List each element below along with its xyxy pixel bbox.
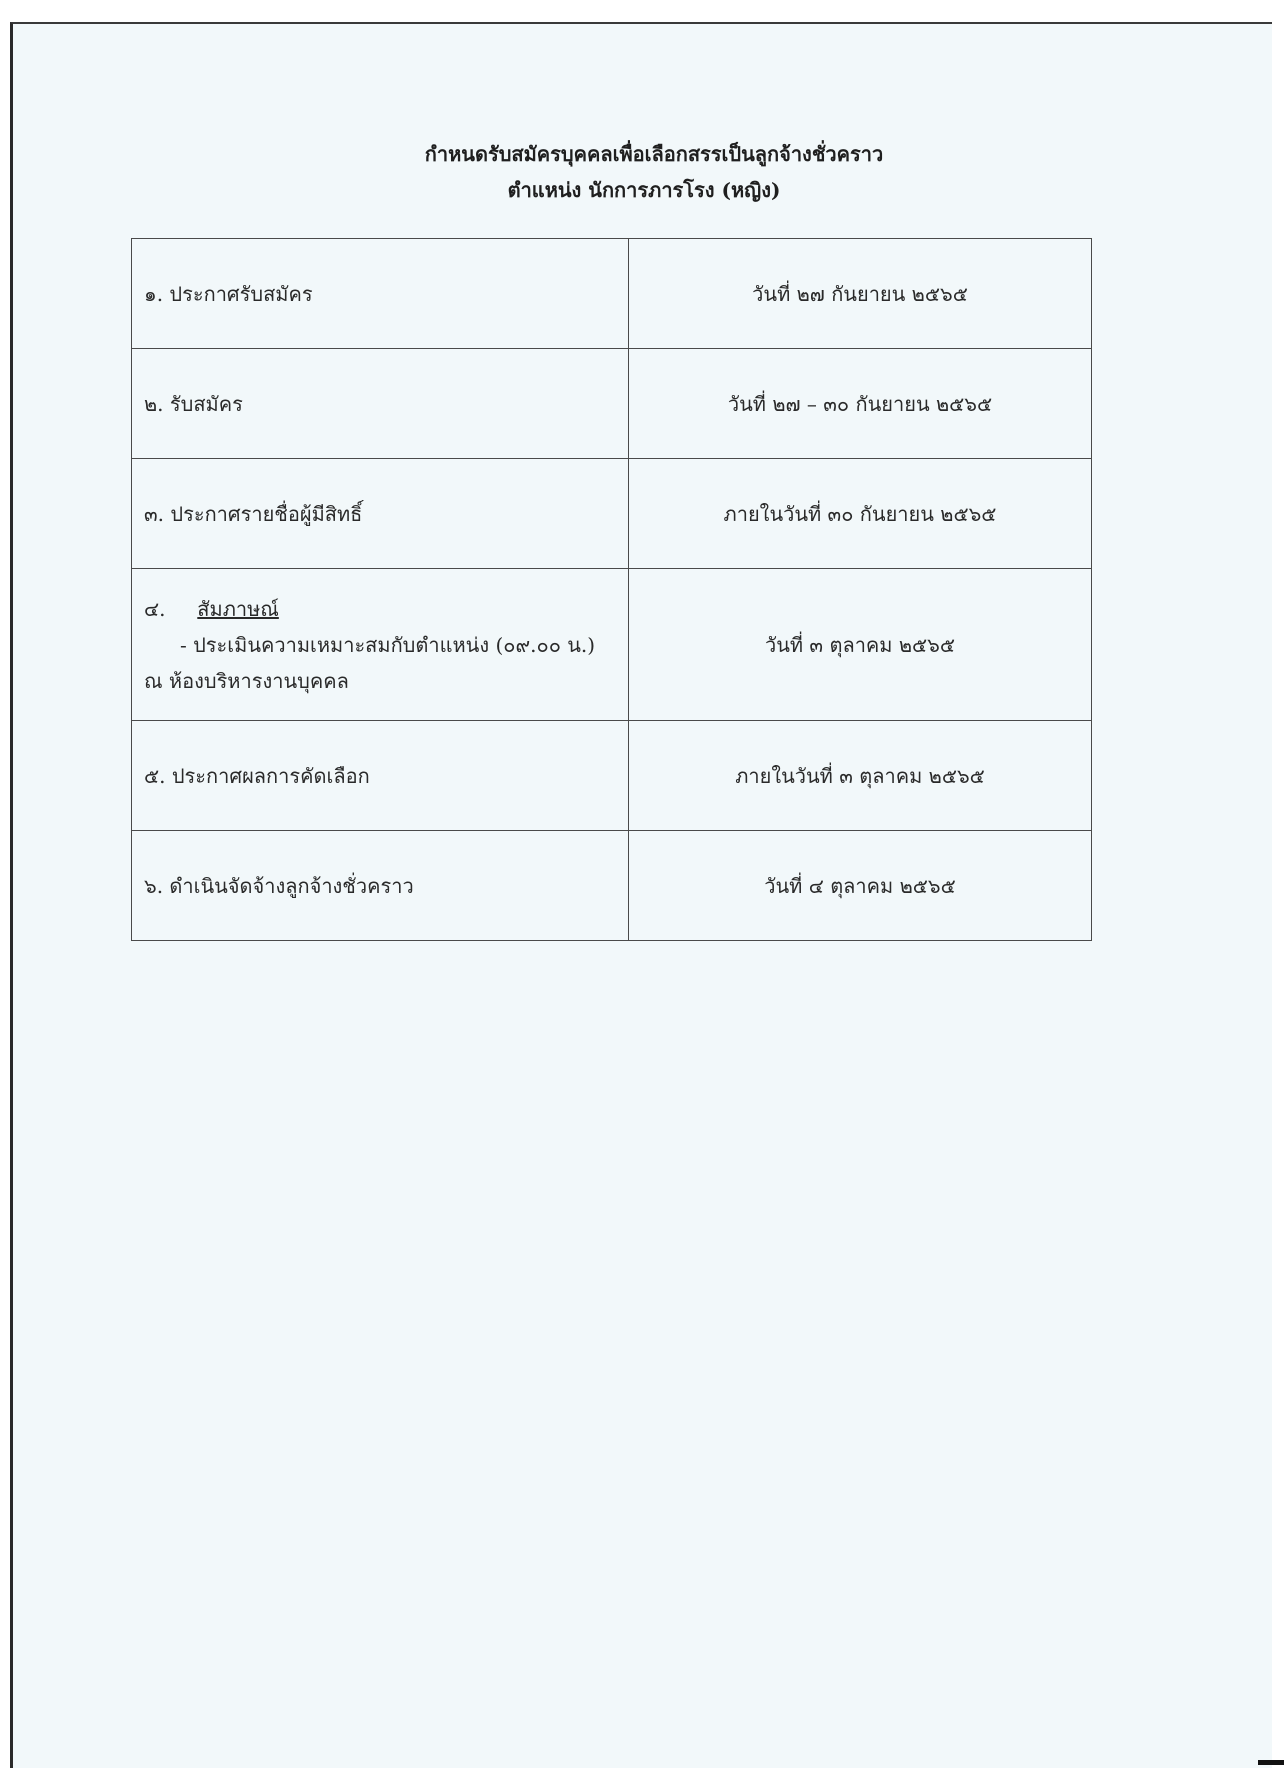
- title-line-1: กำหนดรับสมัครบุคคลเพื่อเลือกสรรเป็นลูกจ้างชั่วคราว: [424, 142, 884, 166]
- document-page: [10, 22, 1272, 1768]
- schedule-table: [131, 238, 1092, 941]
- date-cell: วันที่ ๔ ตุลาคม ๒๕๖๕: [629, 831, 1092, 941]
- page-margin: [1272, 22, 1284, 1768]
- date-cell: ภายในวันที่ ๓ ตุลาคม ๒๕๖๕: [629, 721, 1092, 831]
- table-row: [132, 831, 1092, 941]
- date-cell: วันที่ ๒๗ – ๓๐ กันยายน ๒๕๖๕: [629, 349, 1092, 459]
- step-detail: - ประเมินความเหมาะสมกับตำแหน่ง (๐๙.๐๐ น.): [180, 632, 596, 657]
- step-title: สัมภาษณ์: [197, 596, 279, 621]
- step-cell: ๓. ประกาศรายชื่อผู้มีสิทธิ์: [132, 459, 629, 569]
- step-cell: ๑. ประกาศรับสมัคร: [132, 239, 629, 349]
- date-cell: ภายในวันที่ ๓๐ กันยายน ๒๕๖๕: [629, 459, 1092, 569]
- step-location: ณ ห้องบริหารงานบุคคล: [144, 668, 349, 693]
- interview-heading: [144, 591, 627, 627]
- step-cell: ๕. ประกาศผลการคัดเลือก: [132, 721, 629, 831]
- step-number: ๔.: [144, 596, 166, 621]
- step-cell: [132, 569, 629, 721]
- table-row: [132, 349, 1092, 459]
- table-row: [132, 721, 1092, 831]
- step-cell: ๖. ดำเนินจัดจ้างลูกจ้างชั่วคราว: [132, 831, 629, 941]
- table-row: [132, 459, 1092, 569]
- date-cell: วันที่ ๓ ตุลาคม ๒๕๖๕: [629, 569, 1092, 721]
- document-title: [13, 136, 1275, 208]
- table-row: [132, 239, 1092, 349]
- scan-edge-mark: [1258, 1760, 1284, 1765]
- step-cell: ๒. รับสมัคร: [132, 349, 629, 459]
- table-row: [132, 569, 1092, 721]
- date-cell: วันที่ ๒๗ กันยายน ๒๕๖๕: [629, 239, 1092, 349]
- title-line-2: ตำแหน่ง นักการภารโรง (หญิง): [507, 178, 781, 202]
